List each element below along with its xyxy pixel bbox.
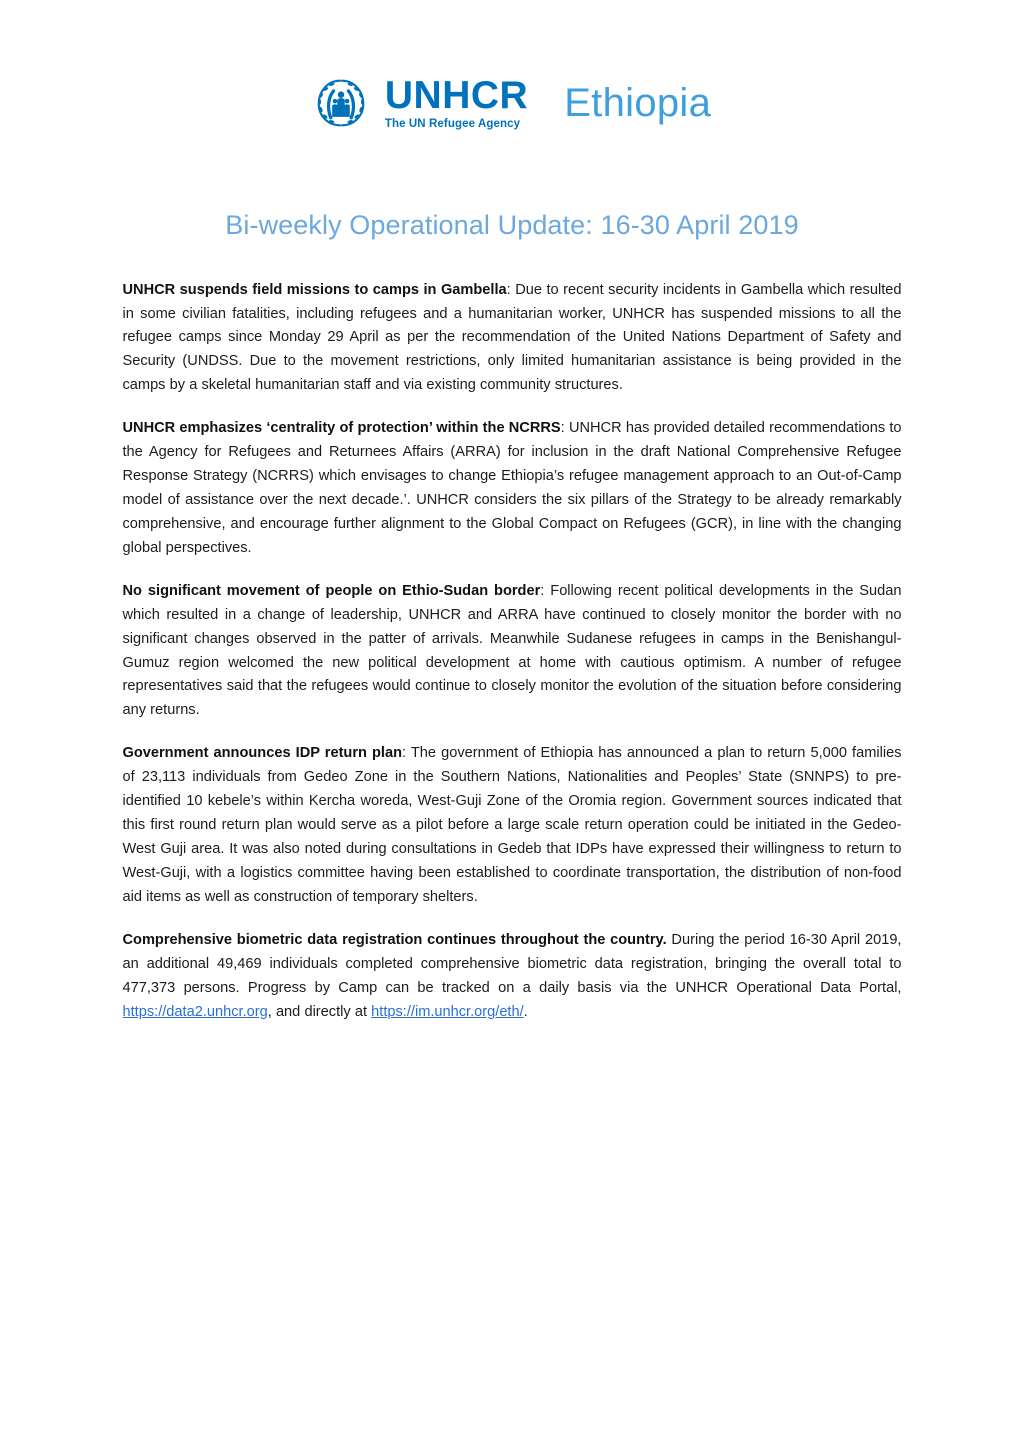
paragraph-text: .: [523, 1003, 528, 1020]
document-body: [123, 241, 902, 1025]
paragraph-idp-return-plan: [123, 742, 902, 909]
paragraph-lead: Comprehensive biometric data registration continues throughout the country.: [122, 931, 667, 948]
paragraph-lead: Government announces IDP return plan: [122, 745, 403, 762]
organization-name: UNHCR: [384, 74, 529, 117]
paragraph-text: : UNHCR has provided detailed recommendations to the Agency for Refugees and Returnees Affairs (ARRA) for inclusion in the draft National Comprehensive Refugee Response Strategy (NCRRS) which envisages to change Ethiopia’s refugee management approach to an Out-of-Camp model of assistance over the next decade.’. UNHCR considers the six pillars of the Strategy to be already remarkably comprehensive, and encourage further alignment to the Global Compact on Refugees (GCR), in line with the changing global perspectives.: [122, 420, 902, 556]
page-title: Bi-weekly Operational Update: 16-30 April 2019: [225, 209, 799, 240]
data-portal-link[interactable]: https://data2.unhcr.org: [122, 1003, 268, 1020]
paragraph-centrality-of-protection: [123, 417, 902, 561]
paragraph-biometric-registration: [123, 929, 902, 1025]
unhcr-wordmark: [385, 76, 528, 131]
paragraph-lead: UNHCR suspends field missions to camps in Gambella: [122, 281, 507, 298]
unhcr-hands-laurel-emblem-icon: [313, 77, 369, 129]
paragraph-text: During the period 16-30 April 2019, an additional 49,469 individuals completed comprehensive biometric data registration, bringing the overall total to 477,373 persons. Progress by Camp can be tracked on a daily basis via the UNHCR Operational Data Portal,: [122, 931, 902, 996]
country-name: Ethiopia: [564, 81, 712, 126]
document-header: [0, 0, 1024, 131]
organization-tagline: The UN Refugee Agency: [384, 118, 521, 130]
paragraph-lead: UNHCR emphasizes ‘centrality of protection’ within the NCRRS: [122, 420, 561, 437]
paragraph-text: , and directly at: [267, 1003, 372, 1020]
paragraph-lead: No significant movement of people on Ethio-Sudan border: [122, 582, 541, 599]
paragraph-gambella-suspension: [123, 279, 902, 399]
paragraph-text: : The government of Ethiopia has announced a plan to return 5,000 families of 23,113 individuals from Gedeo Zone in the Southern Nations, Nationalities and Peoples’ State (SNNPS) to pre-identified 10 kebele’s within Kercha woreda, West-Guji Zone of the Oromia region. Government sources indicated that this first round return plan would serve as a pilot before a large scale return operation could be initiated in the Gedeo-West Guji area. It was also noted during consultations in Gedeb that IDPs have expressed their willingness to return to West-Guji, with a logistics committee having been established to coordinate transportation, the distribution of non-food aid items as well as construction of temporary shelters.: [122, 745, 902, 905]
paragraph-ethio-sudan-border: [123, 580, 902, 724]
paragraph-text: : Following recent political developments in the Sudan which resulted in a change of leadership, UNHCR and ARRA have continued to closely monitor the border with no significant changes observed in the patter of arrivals. Meanwhile Sudanese refugees in camps in the Benishangul-Gumuz region welcomed the new political development at home with cautious optimism. A number of refugee representatives said that the refugees would continue to closely monitor the evolution of the situation before considering any returns.: [122, 582, 902, 719]
paragraph-text: : Due to recent security incidents in Gambella which resulted in some civilian fatalities, including refugees and a humanitarian worker, UNHCR has suspended missions to all the refugee camps since Monday 29 April as per the recommendation of the United Nations Department of Safety and Security (UNDSS. Due to the movement restrictions, only limited humanitarian assistance is being provided in the camps by a skeletal humanitarian staff and via existing community structures.: [122, 281, 902, 394]
im-portal-link[interactable]: https://im.unhcr.org/eth/: [371, 1003, 524, 1020]
